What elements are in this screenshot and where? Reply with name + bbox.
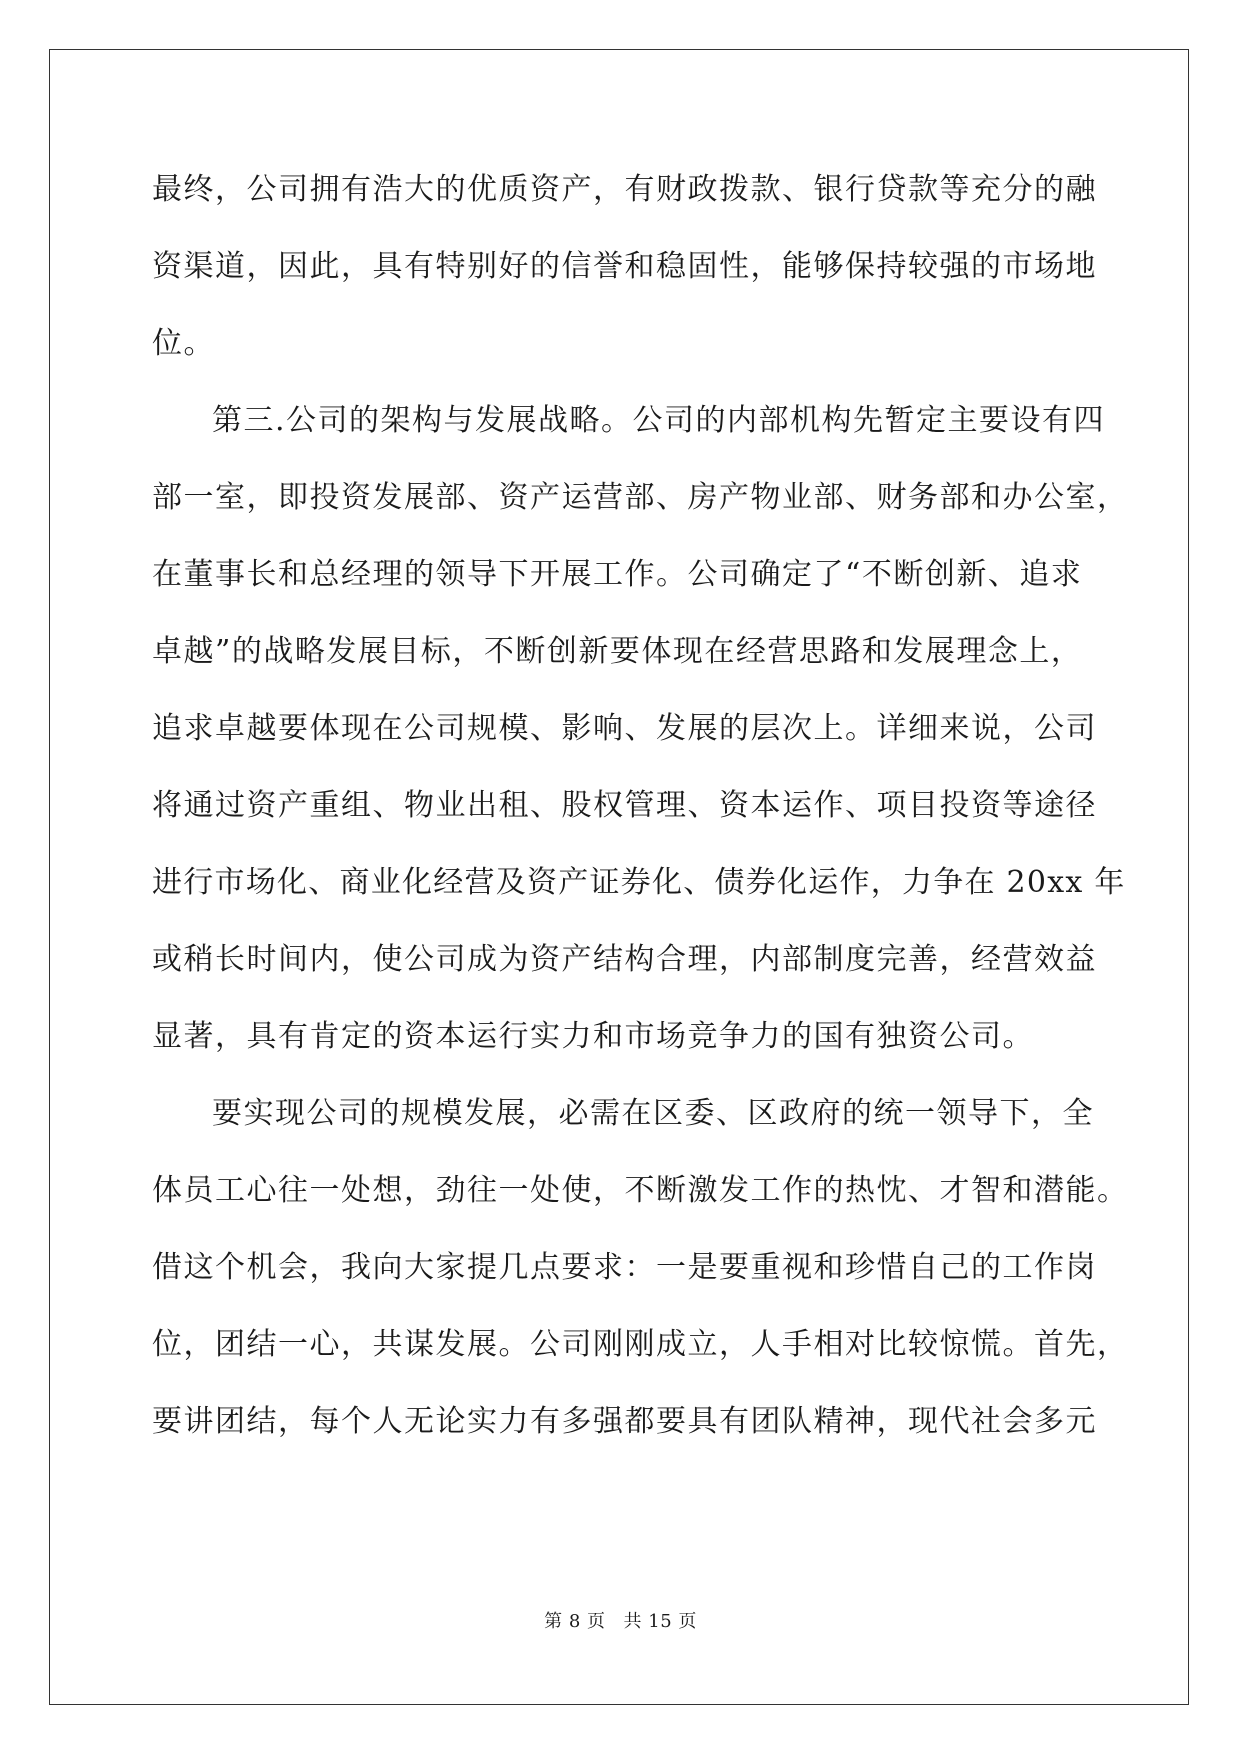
- text-line: 进行市场化、商业化经营及资产证券化、债券化运作，力争在 20xx 年: [152, 865, 1126, 900]
- text-line: 资渠道，因此，具有特别好的信誉和稳固性，能够保持较强的市场地: [152, 249, 1097, 284]
- text-line: 追求卓越要体现在公司规模、影响、发展的层次上。详细来说，公司: [152, 711, 1097, 746]
- paragraph-start-line: 要实现公司的规模发展，必需在区委、区政府的统一领导下，全: [212, 1096, 1094, 1131]
- page-footer: [0, 1610, 1241, 1634]
- text-line: 显著，具有肯定的资本运行实力和市场竞争力的国有独资公司。: [152, 1019, 1034, 1054]
- page-number: 第 8 页: [544, 1611, 606, 1632]
- text-line: 位，团结一心，共谋发展。公司刚刚成立，人手相对比较惊慌。首先，: [152, 1327, 1129, 1362]
- paragraph-start-line: 第三.公司的架构与发展战略。公司的内部机构先暂定主要设有四: [212, 403, 1106, 438]
- text-line: 位。: [152, 326, 215, 361]
- total-pages: 共 15 页: [623, 1611, 697, 1632]
- text-line: 或稍长时间内，使公司成为资产结构合理，内部制度完善，经营效益: [152, 942, 1097, 977]
- text-line: 将通过资产重组、物业出租、股权管理、资本运作、项目投资等途径: [152, 788, 1097, 823]
- text-line: 借这个机会，我向大家提几点要求：一是要重视和珍惜自己的工作岗: [152, 1250, 1097, 1285]
- text-line: 最终，公司拥有浩大的优质资产，有财政拨款、银行贷款等充分的融: [152, 172, 1097, 207]
- text-line: 部一室，即投资发展部、资产运营部、房产物业部、财务部和办公室，: [152, 480, 1129, 515]
- text-line: 体员工心往一处想，劲往一处使，不断激发工作的热忱、才智和潜能。: [152, 1173, 1129, 1208]
- text-line: 要讲团结，每个人无论实力有多强都要具有团队精神，现代社会多元: [152, 1404, 1097, 1439]
- text-line: 卓越”的战略发展目标，不断创新要体现在经营思路和发展理念上，: [152, 634, 1083, 669]
- text-line: 在董事长和总经理的领导下开展工作。公司确定了“不断创新、追求: [152, 557, 1083, 592]
